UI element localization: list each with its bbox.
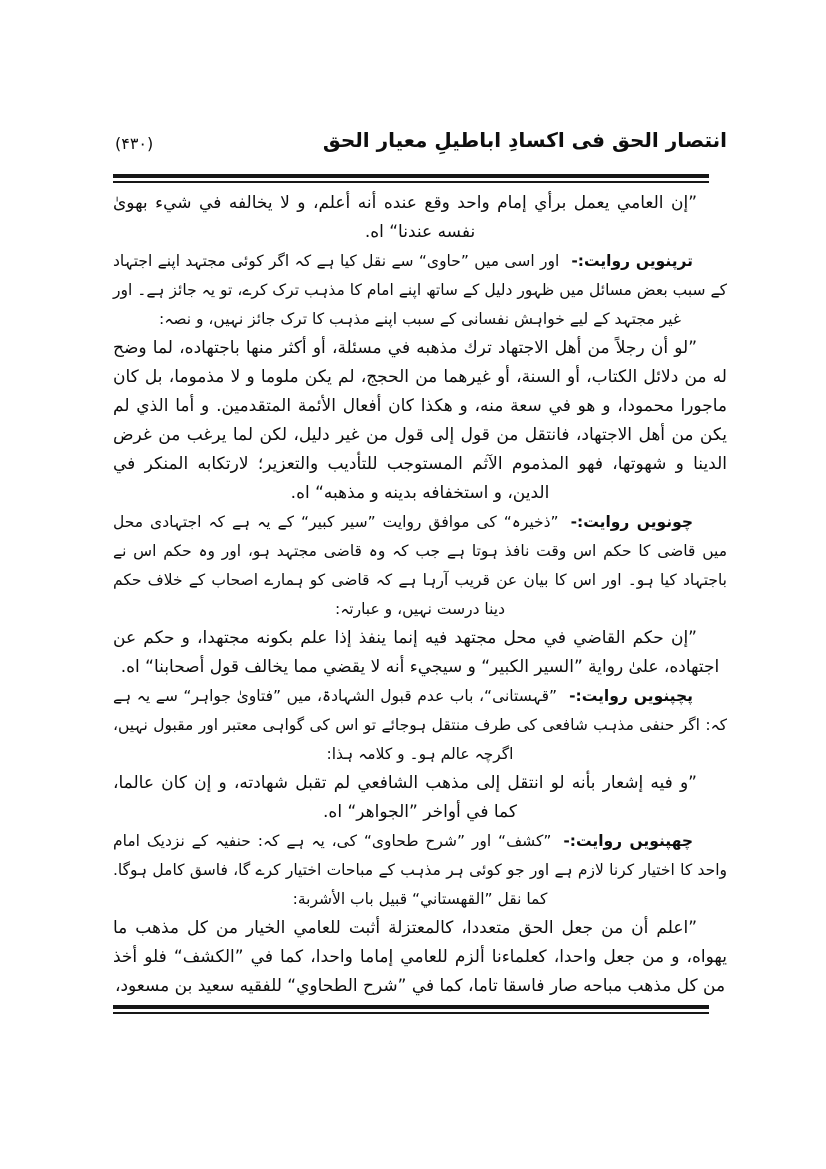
paragraph-text: ”قہستانی“، باب عدم قبول الشہادۃ، میں ”فتاویٰ جواہر“ سے یہ ہے کہ: اگر حنفی مذہب شافعی کی طرف منتقل ہوجائے تو اس کی گواہی معتبر اور مقبول نہیں، اگرچہ عالم ہو۔ و کلامہ ہذا: bbox=[113, 687, 727, 763]
page-body bbox=[113, 183, 727, 1001]
narration-heading: ترپنویں روایت:- bbox=[571, 252, 693, 270]
paragraph-text: اور اسی میں ”حاوی“ سے نقل کیا ہے کہ اگر کوئی مجتہد اپنے اجتہاد کے سبب بعض مسائل میں ظہور دلیل کے ساتھ اپنے امام کا مذہب ترک کرے، تو یہ جائز ہے۔ اور غیر مجتہد کے لیے خواہش نفسانی کے سبب اپنے مذہب کا ترک جائز نہیں، و نصہ: bbox=[113, 252, 727, 328]
paragraph-text: ”إن حكم القاضي في محل مجتهد فيه إنما ينفذ إذا علم بكونه مجتهدا، و حكم عن اجتهاده، علىٰ رواية ”السير الكبير“ و سيجيء أنه لا يقضي مما يخالف قول أصحابنا“ اه. bbox=[113, 628, 720, 677]
paragraph-text: ”کشف“ اور ”شرح طحاوی“ کی، یہ ہے کہ: حنفیہ کے نزدیک امام واحد کا اختیار کرنا لازم ہے اور جو کوئی ہر مذہب کے مباحات اختیار کرے گا، فاسق کامل ہوگا. کما نقل ”القهستاني“ قبیل باب الأشربة: bbox=[113, 832, 727, 908]
arabic-quote-paragraph bbox=[113, 769, 727, 827]
urdu-narration-paragraph bbox=[113, 827, 727, 914]
paragraph-text: ”ذخیرہ“ کی موافق روایت ”سیر کبیر“ کے یہ ہے کہ اجتہادی محل میں قاضی کا حکم اس وقت نافذ ہوتا ہے جب کہ وہ قاضی مجتہد ہو، اور وہ حکم اس نے باجتہاد کیا ہو۔ اور اس کا بیان عن قریب آرہا ہے کہ قاضی کو ہمارے اصحاب کے خلاف حکم دینا درست نہیں، و عبارتہ: bbox=[113, 513, 727, 618]
arabic-quote-paragraph bbox=[113, 914, 727, 1001]
arabic-quote-paragraph bbox=[113, 189, 727, 247]
arabic-quote-paragraph bbox=[113, 624, 727, 682]
page-content-block bbox=[113, 126, 727, 1014]
page-number: (۴۳۰) bbox=[115, 134, 154, 153]
page-header bbox=[113, 126, 727, 174]
narration-heading: پچپنویں روایت:- bbox=[569, 687, 693, 705]
urdu-narration-paragraph bbox=[113, 682, 727, 769]
footer-rule bbox=[113, 1005, 709, 1014]
paragraph-text: ”اعلم أن من جعل الحق متعددا، كالمعتزلة أثبت للعامي الخيار من كل مذهب ما يهواه، و من جعل واحدا، كعلماءنا ألزم للعامي إماما واحدا، كما في ”الكشف“ فلو أخذ من كل مذهب مباحه صار فاسقا تاما، كما في ”شرح الطحاوي“ للفقيه سعيد بن مسعود، bbox=[113, 918, 727, 996]
book-title: انتصار الحق فی اکسادِ اباطیلِ معیار الحق bbox=[322, 128, 727, 152]
arabic-quote-paragraph bbox=[113, 334, 727, 508]
header-rule bbox=[113, 174, 709, 183]
narration-heading: چھپنویں روایت:- bbox=[563, 832, 694, 850]
urdu-narration-paragraph bbox=[113, 508, 727, 624]
paragraph-text: ”و فيه إشعار بأنه لو انتقل إلى مذهب الشافعي لم تقبل شهادته، و إن كان عالما، كما في أواخر ”الجواهر“ اه. bbox=[113, 773, 697, 822]
narration-heading: چونویں روایت:- bbox=[570, 513, 693, 531]
paragraph-text: ”إن العامي يعمل برأي إمام واحد وقع عنده أنه أعلم، و لا يخالفه في شيء بهوىٰ نفسه عندنا“ اه. bbox=[113, 193, 697, 242]
paragraph-text: ”لو أن رجلاً من أهل الاجتهاد ترك مذهبه في مسئلة، أو أكثر منها باجتهاده، لما وضح له من دلائل الكتاب، أو السنة، أو غيرهما من الحجج، لم يكن ملوما و لا مذموما، بل كان ماجورا محمودا، و هو في سعة منه، و هكذا كان أفعال الأئمة المتقدمين. و أما الذي لم يكن من أهل الاجتهاد، فانتقل من قول إلى قول من غير دليل، لكن لما يرغب من غرض الدينا و شهوتها، فهو المذموم الآثم المستوجب للتأديب والتعزير؛ لارتكابه المنكر في الدين، و استخفافه بدينه و مذهبه“ اه. bbox=[113, 338, 727, 503]
urdu-narration-paragraph bbox=[113, 247, 727, 334]
